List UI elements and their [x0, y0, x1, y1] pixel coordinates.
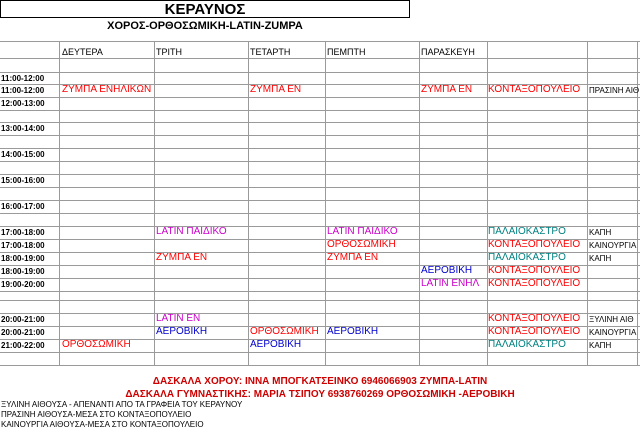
hall-note: ΠΡΑΣΙΝΗ ΑΙΘ	[589, 86, 640, 95]
hall-note: ΚΑΠΗ	[589, 228, 612, 237]
grid-row-line	[0, 365, 640, 366]
time-slot: 11:00-12:00	[1, 86, 45, 95]
class-entry: ΚΟΝΤΑΞΟΠΟΥΛΕΙΟ	[488, 265, 581, 276]
page-subtitle: ΧΟΡΟΣ-ΟΡΘΟΣΩΜΙΚΗ-LATIN-ZUMPA	[107, 20, 303, 32]
grid-column-line	[419, 41, 420, 365]
class-entry: ΟΡΘΟΣΩΜΙΚΗ	[327, 239, 396, 250]
hall-note: ΚΑΙΝΟΥΡΓΙΑ	[589, 328, 637, 337]
grid-row-line	[0, 213, 640, 214]
grid-column-line	[154, 41, 155, 365]
grid-row-line	[0, 352, 640, 353]
class-entry: LATIN ΕΝ	[156, 313, 201, 324]
gym-teacher-line: ΔΑΣΚΑΛΑ ΓΥΜΝΑΣΤΙΚΗΣ: ΜΑΡΙΑ ΤΣΙΠΟΥ 6938760269 ΟΡΘΟΣΩΜΙΚΗ -ΑΕΡΟΒΙΚΗ	[125, 389, 515, 400]
grid-row-line	[0, 58, 640, 59]
class-entry: ΚΟΝΤΑΞΟΠΟΥΛΕΙΟ	[488, 313, 581, 324]
time-slot: 18:00-19:00	[1, 267, 45, 276]
time-slot: 15:00-16:00	[1, 176, 45, 185]
grid-row-line	[0, 122, 640, 123]
grid-row-line	[0, 291, 640, 292]
hall-note: ΞΥΛΙΝΗ ΑΙΘ	[589, 315, 634, 324]
hall-note: ΚΑΠΗ	[589, 341, 612, 350]
grid-row-line	[0, 72, 640, 73]
time-slot: 16:00-17:00	[1, 202, 45, 211]
time-slot: 13:00-14:00	[1, 124, 45, 133]
day-header-tuesday: ΤΡΙΤΗ	[156, 47, 182, 57]
day-header-thursday: ΠΕΜΠΤΗ	[327, 47, 366, 57]
class-entry: ΚΟΝΤΑΞΟΠΟΥΛΕΙΟ	[488, 84, 581, 95]
time-slot: 17:00-18:00	[1, 228, 45, 237]
grid-row-line	[0, 135, 640, 136]
grid-column-line	[248, 41, 249, 365]
grid-column-line	[325, 41, 326, 365]
grid-row-line	[0, 41, 640, 42]
class-entry: ΠΑΛΑΙΟΚΑΣΤΡΟ	[488, 252, 566, 263]
hall-note: ΚΑΙΝΟΥΡΓΙΑ	[589, 241, 637, 250]
class-entry: ΠΑΛΑΙΟΚΑΣΤΡΟ	[488, 339, 566, 350]
class-entry: ΑΕΡΟΒΙΚΗ	[421, 265, 473, 276]
class-entry: LATIN ΠΑΙΔΙΚΟ	[156, 226, 227, 237]
footer-note-green-hall: ΠΡΑΣΙΝΗ ΑΙΘΟΥΣΑ-ΜΕΣΑ ΣΤΟ ΚΟΝΤΑΞΟΠΟΥΛΕΙΟ	[1, 410, 192, 419]
time-slot: 14:00-15:00	[1, 150, 45, 159]
day-header-friday: ΠΑΡΑΣΚΕΥΗ	[421, 47, 475, 57]
class-entry: LATIN ΕΝΗΛ	[421, 278, 480, 289]
time-slot: 18:00-19:00	[1, 254, 45, 263]
class-entry: LATIN ΠΑΙΔΙΚΟ	[327, 226, 398, 237]
dance-teacher-line: ΔΑΣΚΑΛΑ ΧΟΡΟΥ: ΙΝΝΑ ΜΠΟΓΚΑΤΣΕΙΝΚΟ 6946066903 ΖΥΜΠΑ-LATIN	[152, 376, 488, 387]
day-header-wednesday: ΤΕΤΑΡΤΗ	[250, 47, 291, 57]
day-header-monday: ΔΕΥΤΕΡΑ	[62, 47, 103, 57]
time-slot: 17:00-18:00	[1, 241, 45, 250]
grid-row-line	[0, 187, 640, 188]
class-entry: ΟΡΘΟΣΩΜΙΚΗ	[250, 326, 319, 337]
time-slot: 19:00-20:00	[1, 280, 45, 289]
grid-column-line	[59, 41, 60, 365]
class-entry: ΚΟΝΤΑΞΟΠΟΥΛΕΙΟ	[488, 239, 581, 250]
time-slot: 12:00-13:00	[1, 99, 45, 108]
time-slot: 11:00-12:00	[1, 74, 45, 83]
time-slot: 21:00-22:00	[1, 341, 45, 350]
class-entry: ΑΕΡΟΒΙΚΗ	[250, 339, 302, 350]
grid-row-line	[0, 161, 640, 162]
page-title: ΚΕΡΑΥΝΟΣ	[164, 1, 246, 18]
footer-note-new-hall: ΚΑΙΝΟΥΡΓΙΑ ΑΙΘΟΥΣΑ-ΜΕΣΑ ΣΤΟ ΚΟΝΤΑΞΟΠΟΥΛΕΙΟ	[1, 420, 204, 429]
time-slot: 20:00-21:00	[1, 315, 45, 324]
grid-row-line	[0, 97, 640, 98]
grid-row-line	[0, 148, 640, 149]
class-entry: ΖΥΜΠΑ ΕΝ	[421, 84, 473, 95]
class-entry: ΖΥΜΠΑ ΕΝΗΛΙΚΩΝ	[62, 84, 152, 95]
grid-row-line	[0, 200, 640, 201]
class-entry: ΠΑΛΑΙΟΚΑΣΤΡΟ	[488, 226, 566, 237]
class-entry: ΚΟΝΤΑΞΟΠΟΥΛΕΙΟ	[488, 326, 581, 337]
class-entry: ΖΥΜΠΑ ΕΝ	[250, 84, 302, 95]
class-entry: ΖΥΜΠΑ ΕΝ	[156, 252, 208, 263]
hall-note: ΚΑΠΗ	[589, 254, 612, 263]
grid-row-line	[0, 300, 640, 301]
grid-row-line	[0, 110, 640, 111]
class-entry: ΑΕΡΟΒΙΚΗ	[156, 326, 208, 337]
time-slot: 20:00-21:00	[1, 328, 45, 337]
grid-column-line	[587, 41, 588, 365]
class-entry: ΟΡΘΟΣΩΜΙΚΗ	[62, 339, 131, 350]
class-entry: ΚΟΝΤΑΞΟΠΟΥΛΕΙΟ	[488, 278, 581, 289]
class-entry: ΑΕΡΟΒΙΚΗ	[327, 326, 379, 337]
class-entry: ΖΥΜΠΑ ΕΝ	[327, 252, 379, 263]
grid-row-line	[0, 174, 640, 175]
footer-note-wooden-hall: ΞΥΛΙΝΗ ΑΙΘΟΥΣΑ - ΑΠΕΝΑΝΤΙ ΑΠΟ ΤΑ ΓΡΑΦΕΙΑ ΤΟΥ ΚΕΡΑΥΝΟΥ	[1, 400, 243, 409]
